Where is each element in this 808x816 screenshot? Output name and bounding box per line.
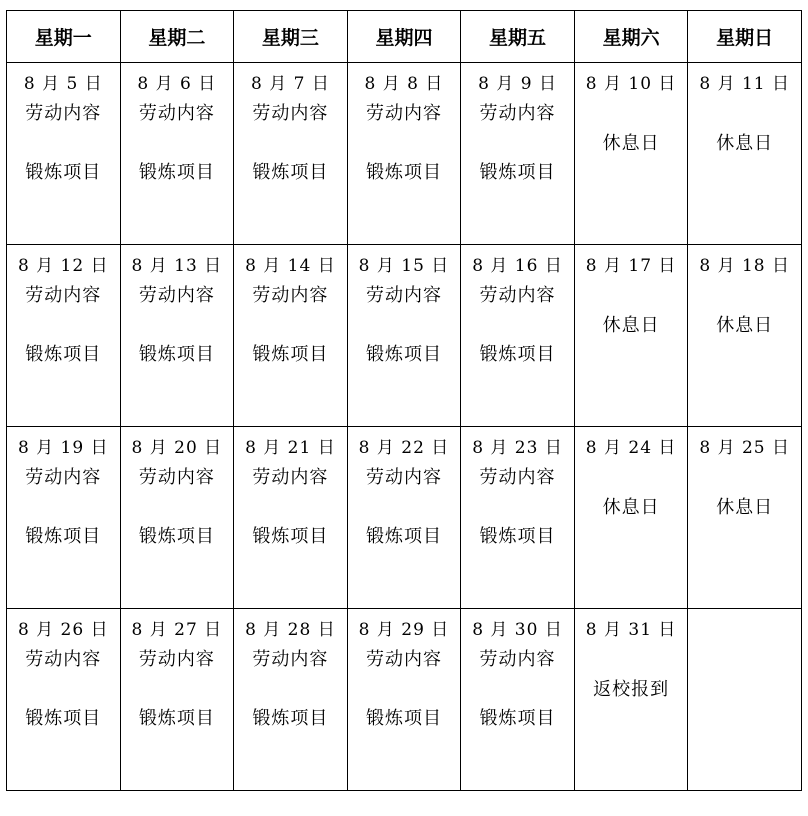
- header-sunday: 星期日: [688, 11, 802, 63]
- header-friday: 星期五: [461, 11, 575, 63]
- labor-content-label: 劳动内容: [25, 285, 102, 306]
- exercise-item-label: 锻炼项目: [252, 708, 329, 729]
- rest-day-label: 休息日: [602, 497, 660, 518]
- day-date: 8 月 29 日: [358, 620, 450, 640]
- day-cell: [347, 427, 461, 609]
- day-cell: [574, 63, 688, 245]
- exercise-item-label: 锻炼项目: [25, 344, 102, 365]
- day-cell: [120, 609, 234, 791]
- rest-day-label: 休息日: [602, 315, 660, 336]
- labor-content-label: 劳动内容: [479, 103, 556, 124]
- labor-content-label: 劳动内容: [138, 285, 215, 306]
- exercise-item-label: 锻炼项目: [25, 162, 102, 183]
- week-row: [7, 63, 802, 245]
- exercise-item-label: 锻炼项目: [365, 344, 442, 365]
- exercise-item-label: 锻炼项目: [479, 708, 556, 729]
- day-date: 8 月 16 日: [472, 256, 563, 276]
- labor-content-label: 劳动内容: [252, 649, 329, 670]
- rest-day-label: 休息日: [716, 497, 774, 518]
- exercise-item-label: 锻炼项目: [138, 526, 215, 547]
- labor-content-label: 劳动内容: [479, 285, 556, 306]
- empty-day-cell: [688, 609, 802, 791]
- week-row: [7, 245, 802, 427]
- day-cell: [234, 63, 348, 245]
- day-date: 8 月 23 日: [472, 438, 563, 458]
- exercise-item-label: 锻炼项目: [365, 526, 442, 547]
- exercise-item-label: 锻炼项目: [479, 526, 556, 547]
- day-date: 8 月 9 日: [478, 74, 557, 94]
- day-cell: [574, 609, 688, 791]
- header-row: [7, 11, 802, 63]
- day-date: 8 月 13 日: [131, 256, 223, 276]
- day-date: 8 月 27 日: [131, 620, 223, 640]
- header-thursday: 星期四: [347, 11, 461, 63]
- day-date: 8 月 24 日: [585, 438, 677, 458]
- day-date: 8 月 8 日: [364, 74, 444, 94]
- labor-content-label: 劳动内容: [252, 467, 329, 488]
- day-cell: [688, 245, 802, 427]
- exercise-item-label: 锻炼项目: [252, 526, 329, 547]
- day-cell: [234, 609, 348, 791]
- day-date: 8 月 20 日: [131, 438, 223, 458]
- labor-content-label: 劳动内容: [138, 103, 215, 124]
- day-date: 8 月 15 日: [358, 256, 450, 276]
- labor-content-label: 劳动内容: [479, 649, 556, 670]
- exercise-item-label: 锻炼项目: [479, 344, 556, 365]
- day-cell: [347, 609, 461, 791]
- labor-content-label: 劳动内容: [252, 285, 329, 306]
- rest-day-label: 休息日: [716, 133, 774, 154]
- day-date: 8 月 25 日: [699, 438, 791, 458]
- day-cell: [688, 427, 802, 609]
- exercise-item-label: 锻炼项目: [252, 344, 329, 365]
- labor-content-label: 劳动内容: [25, 467, 102, 488]
- day-date: 8 月 7 日: [250, 74, 330, 94]
- labor-content-label: 劳动内容: [138, 649, 215, 670]
- day-date: 8 月 18 日: [699, 256, 791, 276]
- exercise-item-label: 锻炼项目: [138, 344, 215, 365]
- day-cell: [574, 427, 688, 609]
- labor-content-label: 劳动内容: [25, 103, 102, 124]
- day-cell: [461, 63, 575, 245]
- exercise-item-label: 锻炼项目: [138, 162, 215, 183]
- rest-day-label: 休息日: [602, 133, 660, 154]
- day-cell: [7, 63, 121, 245]
- day-cell: [461, 609, 575, 791]
- exercise-item-label: 锻炼项目: [365, 708, 442, 729]
- day-date: 8 月 5 日: [23, 74, 103, 94]
- day-cell: [120, 63, 234, 245]
- header-wednesday: 星期三: [234, 11, 348, 63]
- day-date: 8 月 22 日: [358, 438, 450, 458]
- day-date: 8 月 14 日: [245, 256, 336, 276]
- exercise-item-label: 锻炼项目: [479, 162, 556, 183]
- labor-content-label: 劳动内容: [25, 649, 102, 670]
- labor-content-label: 劳动内容: [365, 649, 442, 670]
- exercise-item-label: 锻炼项目: [25, 526, 102, 547]
- exercise-item-label: 锻炼项目: [252, 162, 329, 183]
- day-date: 8 月 6 日: [137, 74, 217, 94]
- exercise-item-label: 锻炼项目: [25, 708, 102, 729]
- labor-content-label: 劳动内容: [252, 103, 329, 124]
- labor-content-label: 劳动内容: [365, 285, 442, 306]
- rest-day-label: 休息日: [716, 315, 774, 336]
- day-cell: [120, 427, 234, 609]
- labor-content-label: 劳动内容: [365, 103, 442, 124]
- day-date: 8 月 30 日: [472, 620, 563, 640]
- exercise-item-label: 锻炼项目: [138, 708, 215, 729]
- day-cell: [234, 245, 348, 427]
- day-cell: [7, 609, 121, 791]
- return-to-school-label: 返校报到: [593, 679, 670, 700]
- labor-content-label: 劳动内容: [479, 467, 556, 488]
- day-cell: [7, 427, 121, 609]
- week-row: [7, 609, 802, 791]
- day-date: 8 月 28 日: [245, 620, 336, 640]
- header-saturday: 星期六: [574, 11, 688, 63]
- day-date: 8 月 17 日: [585, 256, 677, 276]
- day-cell: [574, 245, 688, 427]
- day-date: 8 月 19 日: [17, 438, 109, 458]
- day-date: 8 月 12 日: [17, 256, 109, 276]
- header-monday: 星期一: [7, 11, 121, 63]
- day-date: 8 月 21 日: [245, 438, 336, 458]
- day-cell: [461, 427, 575, 609]
- labor-content-label: 劳动内容: [138, 467, 215, 488]
- day-date: 8 月 11 日: [699, 74, 791, 94]
- day-date: 8 月 26 日: [17, 620, 109, 640]
- labor-content-label: 劳动内容: [365, 467, 442, 488]
- august-schedule-table: [6, 10, 802, 791]
- day-date: 8 月 31 日: [585, 620, 677, 640]
- day-cell: [688, 63, 802, 245]
- day-cell: [234, 427, 348, 609]
- header-tuesday: 星期二: [120, 11, 234, 63]
- exercise-item-label: 锻炼项目: [365, 162, 442, 183]
- day-cell: [347, 245, 461, 427]
- day-date: 8 月 10 日: [585, 74, 677, 94]
- day-cell: [461, 245, 575, 427]
- week-row: [7, 427, 802, 609]
- day-cell: [347, 63, 461, 245]
- day-cell: [120, 245, 234, 427]
- day-cell: [7, 245, 121, 427]
